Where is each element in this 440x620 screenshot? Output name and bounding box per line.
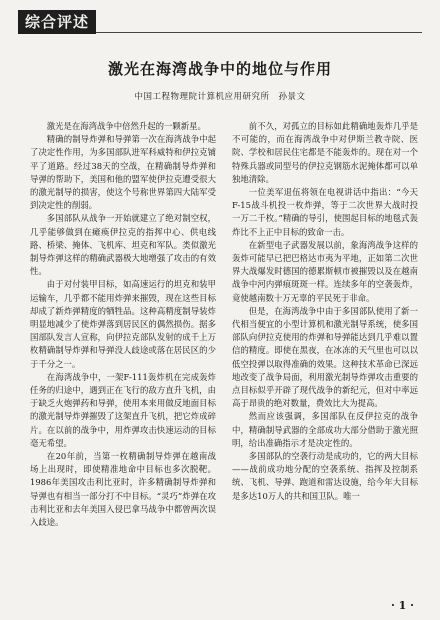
right-column (232, 120, 418, 503)
paragraph: 在20年前，当第一枚精确制导炸弹在越南战场上出现时，即使精准地命中目标也多次脱靶。1986年美国攻击利比亚时，许多精确制导炸弹和导弹也有相当一部分打不中目标。“灵巧”炸弹在攻击利比亚和去年美国入侵巴拿马战争中都曾两次误入歧途。 (30, 451, 216, 528)
paragraph: 但是，在海湾战争中由于多国部队使用了新一代相当便宜的小型计算机和激光制导系统，使多国部队向伊拉克使用的炸弹和导弹能达到几乎难以置信的精度。即使在黑夜，在冰冻的天气里也可以以低空投弹以取得准确的效果。这种技术革命已深远地改变了战争局面，利用激光制导炸弹攻击重要的点目标似乎开辟了现代战争的新纪元，但对中率远高于昂贵的绝对数量，费效比大为提高。 (232, 305, 418, 409)
paragraph: 精确的制导炸弹和导弹第一次在海湾战争中起了决定性作用，为多国部队进军科威特和伊拉克铺平了道路。经过38天的空战，在精确制导炸弹和导弹的帮助下，美国和他的盟军使伊拉克遭受很大的激光制导的损害，使这个号称世界第四大陆军受到决定性的削弱。 (30, 134, 216, 211)
section-tag: 综合评述 (18, 10, 96, 34)
paragraph: 在海湾战争中，一架F-111轰炸机在完成轰炸任务的归途中，遇到正在飞行的敌方直升飞机，由于缺乏火炮弹药和导弹，使用本来用做反地面目标的激光制导炸弹摧毁了这架直升飞机，把它炸成碎片。在以前的战争中，用炸弹攻击快速运动的目标毫无希望。 (30, 371, 216, 448)
article-title: 激光在海湾战争中的地位与作用 (107, 60, 332, 78)
left-column (30, 120, 216, 529)
paragraph: 激光是在海湾战争中倍然升起的一颗新星。 (46, 121, 206, 131)
paragraph: 然而应该强调，多国部队在反伊拉克的战争中，精确制导武器的全部成功大部分借助于激光照明，给出准确指示才是决定性的。 (232, 411, 418, 448)
paragraph: 一位美军退伍将领在电视讲话中指出：“今天F-15战斗机投一枚炸弹，等于二次世界大战时投一万二千枚。”精确的导引，使围起目标的地毯式轰炸比不上正中目标的致命一击。 (232, 187, 418, 237)
page-number: · 1 · (391, 599, 414, 612)
paragraph: 前不久，对孤立的目标如此精确地轰炸几乎是不可能的，而在海湾战争中对伊斯兰教寺院、医院、学校和居民住宅都是不能轰炸的。现在对一个特殊兵器或同型号的伊拉克钢筋水泥掩体都可以单独地清除。 (232, 121, 418, 184)
article-byline: 中国工程物理院计算机应用研究所 孙景文 (134, 92, 306, 102)
header-rule (96, 32, 422, 33)
paragraph: 由于对付装甲目标，如高速运行的坦克和装甲运输车，几乎都不能用炸弹来摧毁，现在这些目标却成了新炸弹精度的牺牲品。这种高精度制导装炸明显地减少了使炸弹落到居民区的偶然损伤。据多国部队发言人宣称，向伊拉克部队发射的成千上万枚精确制导炸弹和导弹没人歧途或落在居民区的少于千分之一。 (30, 279, 216, 369)
paragraph: 多国部队从战争一开始就建立了绝对制空权，几乎能够做到在瘫痪伊拉克的指挥中心、供电线路、桥梁、掩体、飞机库、坦克和军队。类似激光制导炸弹这样的精确武器极大地增强了攻击的有效性。 (30, 213, 216, 277)
paragraph: 多国部队的空袭行动是成功的，它的两大目标——战前成功地分配的空袭系统、指挥及控制系统、飞机、导弹、跑道和雷达设施，给今年大目标是多达10万人的共和国卫队。唯一 (232, 451, 418, 501)
paragraph: 在新型电子武器发展以前，象海湾战争这样的轰炸可能早已把巴格达市夷为平地，正如第二次世界大战爆发时德国的德累斯顿市被摧毁以及在越南战争中河内弹痕斑斑一样。连续多年的空袭轰炸，竟使越南数十万无辜的平民死于非命。 (232, 239, 418, 303)
